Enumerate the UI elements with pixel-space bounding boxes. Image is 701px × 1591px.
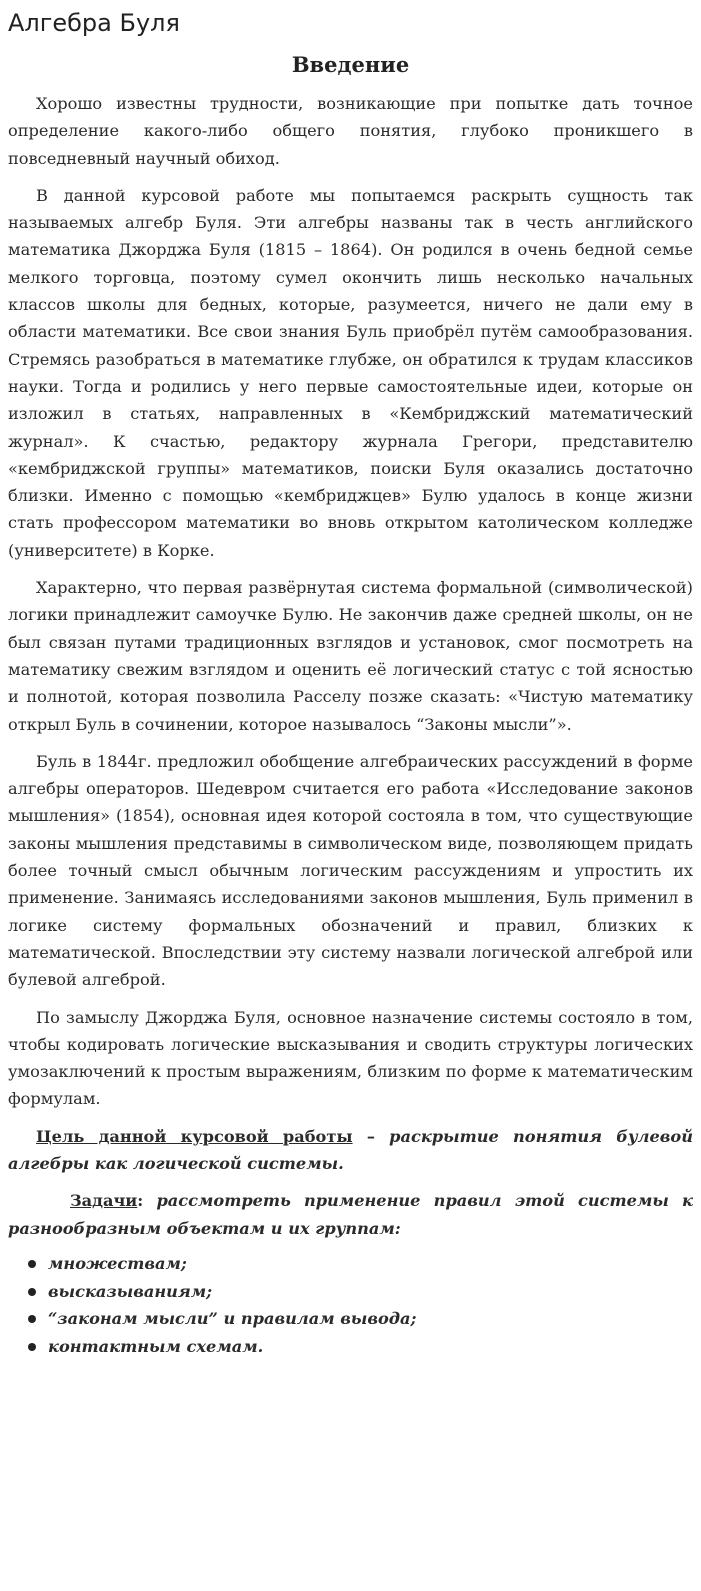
goal-text: раскрытие понятия булевой алгебры как логической системы. bbox=[8, 1126, 693, 1173]
tasks-separator: : bbox=[137, 1191, 157, 1211]
tasks-text: рассмотреть применение правил этой системы к разнообразным объектам и их группам: bbox=[8, 1191, 693, 1238]
task-item-text: “законам мысли” и правилам вывода; bbox=[48, 1309, 417, 1329]
tasks-label: Задачи bbox=[70, 1191, 138, 1211]
paragraph-system-purpose: По замыслу Джорджа Буля, основное назначение системы состояло в том, чтобы кодировать логические высказывания и сводить структуры логических умозаключений к простым выражениям, близким по форме к математическим формулам. bbox=[8, 1007, 693, 1109]
paragraph-boole-biography: В данной курсовой работе мы попытаемся раскрыть сущность так называемых алгебр Буля. Эти алгебры названы так в честь английского математика Джорджа Буля (1815 – 1864). Он родился в очень бедной семье мелкого торговца, поэтому сумел окончить лишь несколько начальных классов школы для бедных, которые, разумеется, ничего не дали ему в области математики. Все свои знания Буль приобрёл путём самообразования. Стремясь разобраться в математике глубже, он обратился к трудам классиков науки. Тогда и родились у него первые самостоятельные идеи, которые он изложил в статьях, направленных в «Кембриджский математический журнал». К счастью, редактору журнала Грегори, представителю «кембриджской группы» математиков, поиски Буля оказались достаточно близки. Именно с помощью «кембриджцев» Булю удалось в конце жизни стать профессором математики во вновь открытом католическом колледже (университете) в Корке. bbox=[8, 185, 693, 560]
task-item-text: множествам; bbox=[48, 1253, 187, 1273]
task-item-text: контактным схемам. bbox=[48, 1337, 264, 1357]
task-item-text: высказываниям; bbox=[48, 1281, 213, 1301]
bullet-icon bbox=[28, 1288, 36, 1296]
bullet-icon bbox=[28, 1315, 36, 1323]
goal-label: Цель данной курсовой работы bbox=[36, 1126, 353, 1146]
document-title: Алгебра Буля bbox=[8, 9, 180, 37]
bullet-icon bbox=[28, 1260, 36, 1268]
bullet-icon bbox=[28, 1343, 36, 1351]
paragraph-algebra-of-operators: Буль в 1844г. предложил обобщение алгебраических рассуждений в форме алгебры операторов. Шедевром считается его работа «Исследование законов мышления» (1854), основная идея которой состояла в том, что существующие законы мышления представимы в символическом виде, позволяющем придать более точный смысл обычным логическим рассуждениям и упростить их применение. Занимаясь исследованиями законов мышления, Буль применил в логике систему формальных обозначений и правил, близких к математической. Впоследствии эту систему назвали логической алгеброй или булевой алгеброй. bbox=[8, 751, 693, 990]
task-list bbox=[8, 1250, 693, 1361]
tasks-statement bbox=[8, 1187, 693, 1242]
paragraph-intro: Хорошо известны трудности, возникающие при попытке дать точное определение какого-либо общего понятия, глубоко проникшего в повседневный научный обиход. bbox=[8, 94, 693, 168]
list-item bbox=[28, 1278, 693, 1306]
goal-statement bbox=[8, 1123, 693, 1178]
list-item bbox=[28, 1333, 693, 1361]
goal-separator: – bbox=[352, 1126, 390, 1146]
paragraph-formal-logic: Характерно, что первая развёрнутая система формальной (символической) логики принадлежит самоучке Булю. Не закончив даже средней школы, он не был связан путами традиционных взглядов и установок, смог посмотреть на математику свежим взглядом и оценить её логический статус с той ясностью и полнотой, которая позволила Расселу позже сказать: «Чистую математику открыл Буль в сочинении, которое называлось “Законы мысли”». bbox=[8, 578, 693, 734]
section-title: Введение bbox=[291, 52, 410, 77]
list-item bbox=[28, 1305, 693, 1333]
list-item bbox=[28, 1250, 693, 1278]
